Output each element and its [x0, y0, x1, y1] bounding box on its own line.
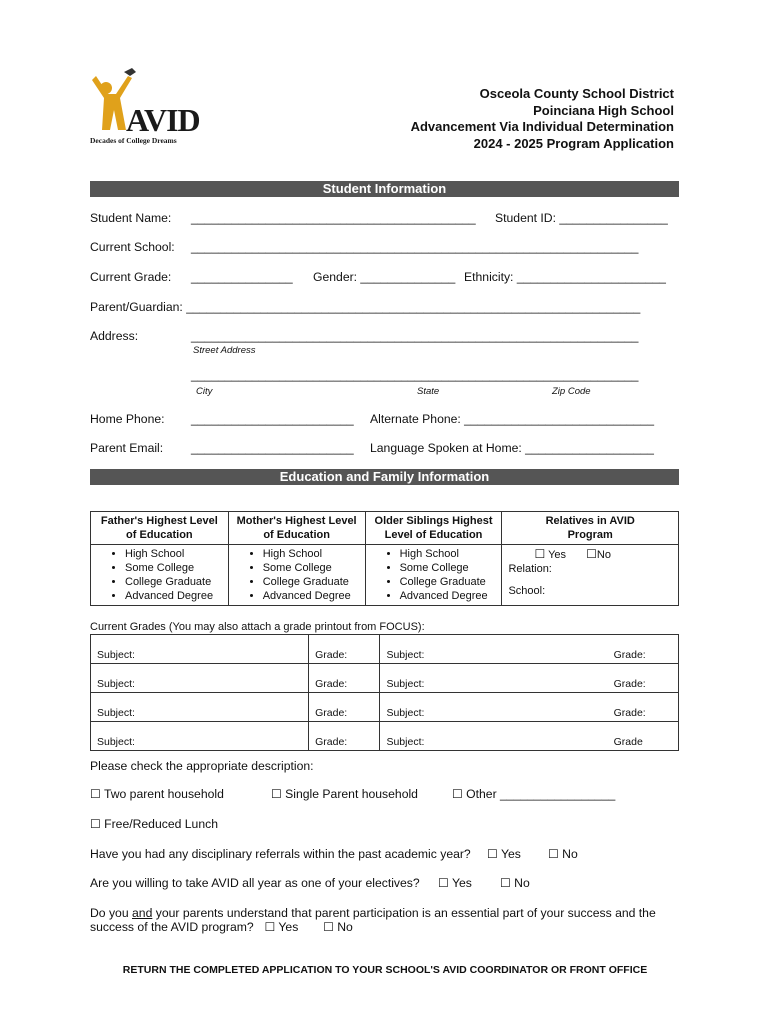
table-row	[91, 722, 679, 751]
checkbox-icon[interactable]: ☐	[452, 787, 463, 801]
other-option[interactable]	[452, 787, 615, 801]
grade-cell[interactable]: Grade:	[608, 664, 679, 693]
yes-label: Yes	[278, 920, 299, 934]
current-grade-field[interactable]: _______________	[191, 270, 293, 284]
home-phone-label: Home Phone:	[90, 412, 165, 426]
table-row	[91, 664, 679, 693]
two-parent-label: Two parent household	[103, 787, 224, 801]
description-prompt: Please check the appropriate description:	[90, 759, 314, 773]
mother-education-header: Mother's Highest Level of Education	[228, 512, 365, 545]
relation-label[interactable]: Relation:	[508, 563, 552, 575]
list-item[interactable]: • Some College	[263, 561, 359, 575]
checkbox-icon[interactable]: ☐	[323, 920, 334, 934]
checkbox-icon[interactable]: ☐	[534, 547, 546, 561]
checkbox-icon[interactable]: ☐	[264, 920, 276, 934]
grade-cell[interactable]: Grade:	[309, 635, 380, 664]
current-school-label: Current School:	[90, 240, 175, 254]
relatives-yes-label: Yes	[548, 549, 567, 561]
list-item[interactable]: • College Graduate	[125, 575, 222, 589]
grade-cell[interactable]: Grade:	[309, 693, 380, 722]
checkbox-icon[interactable]: ☐	[548, 847, 559, 861]
avid-logo-text: AVID	[126, 102, 200, 138]
yes-label: Yes	[500, 847, 521, 861]
home-phone-field[interactable]: ________________________	[191, 412, 354, 426]
father-education-header: Father's Highest Level of Education	[91, 512, 229, 545]
parent-guardian-field[interactable]: Parent/Guardian: ___________________________________________________________________	[90, 300, 641, 314]
list-item[interactable]: • Advanced Degree	[125, 589, 222, 603]
disciplinary-yes-option[interactable]	[487, 847, 521, 861]
free-reduced-lunch-option[interactable]	[90, 817, 218, 831]
student-name-field[interactable]: __________________________________________	[191, 211, 476, 225]
alternate-phone-field[interactable]: Alternate Phone: ____________________________	[370, 412, 654, 426]
header-year: 2024 - 2025 Program Application	[473, 136, 674, 151]
question-text: success of the AVID program?	[90, 920, 254, 934]
student-id-field[interactable]: Student ID: ________________	[495, 211, 668, 225]
city-state-zip-field[interactable]: __________________________________________________________________	[191, 368, 639, 382]
list-item[interactable]: • Some College	[125, 561, 222, 575]
checkbox-icon[interactable]: ☐	[500, 876, 511, 890]
checkbox-icon[interactable]: ☐	[90, 817, 101, 831]
school-label[interactable]: School:	[508, 585, 546, 597]
elective-no-option[interactable]	[500, 876, 530, 890]
list-item[interactable]: • High School	[125, 547, 222, 561]
checkbox-icon[interactable]: ☐	[90, 787, 101, 801]
elective-yes-option[interactable]	[438, 876, 472, 890]
subject-cell[interactable]: Subject:	[380, 722, 608, 751]
single-parent-option[interactable]	[271, 787, 418, 801]
list-item[interactable]: • High School	[400, 547, 496, 561]
question-text: your parents understand that parent participation is an essential part of your success and the	[152, 906, 656, 920]
header-program: Advancement Via Individual Determination	[410, 119, 674, 134]
checkbox-icon[interactable]: ☐	[487, 847, 498, 861]
header-school: Poinciana High School	[533, 103, 674, 118]
relatives-avid-header: Relatives in AVID Program	[502, 512, 679, 545]
list-item[interactable]: • College Graduate	[400, 575, 496, 589]
siblings-education-options	[365, 545, 502, 606]
elective-question: Are you willing to take AVID all year as one of your electives?	[90, 876, 420, 890]
ethnicity-field[interactable]: Ethnicity: ______________________	[464, 270, 666, 284]
avid-logo-tagline: Decades of College Dreams	[90, 136, 177, 145]
section-student-info: Student Information	[90, 181, 679, 197]
address-label: Address:	[90, 329, 139, 343]
table-row	[91, 635, 679, 664]
checkbox-icon[interactable]: ☐	[586, 547, 597, 561]
question-emphasis: and	[132, 906, 153, 920]
section-education-family: Education and Family Information	[90, 469, 679, 485]
relatives-avid-options	[502, 545, 679, 606]
parent-participation-question-line2	[90, 920, 353, 934]
zip-caption: Zip Code	[552, 386, 591, 397]
grade-cell[interactable]: Grade:	[608, 635, 679, 664]
list-item[interactable]: • Advanced Degree	[400, 589, 496, 603]
subject-cell[interactable]: Subject:	[91, 722, 309, 751]
no-label: No	[514, 876, 530, 890]
subject-cell[interactable]: Subject:	[380, 664, 608, 693]
list-item[interactable]: • College Graduate	[263, 575, 359, 589]
parent-email-label: Parent Email:	[90, 441, 164, 455]
disciplinary-question: Have you had any disciplinary referrals within the past academic year?	[90, 847, 471, 861]
table-row	[91, 693, 679, 722]
subject-cell[interactable]: Subject:	[91, 664, 309, 693]
free-reduced-lunch-label: Free/Reduced Lunch	[104, 817, 218, 831]
two-parent-option[interactable]	[90, 787, 224, 801]
relatives-no-label: No	[596, 549, 611, 561]
parent-participation-question	[90, 906, 656, 920]
student-name-label: Student Name:	[90, 211, 172, 225]
language-field[interactable]: Language Spoken at Home: ___________________	[370, 441, 654, 455]
gender-field[interactable]: Gender: ______________	[313, 270, 456, 284]
grade-cell[interactable]: Grade:	[608, 693, 679, 722]
yes-label: Yes	[451, 876, 472, 890]
subject-cell[interactable]: Subject:	[91, 693, 309, 722]
state-caption: State	[417, 386, 440, 397]
current-grade-label: Current Grade:	[90, 270, 172, 284]
street-address-field[interactable]: __________________________________________________________________	[191, 329, 639, 343]
subject-cell[interactable]: Subject:	[380, 693, 608, 722]
current-school-field[interactable]: __________________________________________________________________	[191, 240, 639, 254]
father-education-options	[91, 545, 229, 606]
list-item[interactable]: • Some College	[400, 561, 496, 575]
street-address-caption: Street Address	[193, 345, 256, 356]
siblings-education-header: Older Siblings Highest Level of Education	[365, 512, 502, 545]
checkbox-icon[interactable]: ☐	[438, 876, 449, 890]
subject-cell[interactable]: Subject:	[380, 635, 608, 664]
no-label: No	[562, 847, 578, 861]
single-parent-label: Single Parent household	[285, 787, 418, 801]
checkbox-icon[interactable]: ☐	[271, 787, 282, 801]
grade-cell[interactable]: Grade:	[309, 722, 380, 751]
subject-cell[interactable]: Subject:	[91, 635, 309, 664]
grades-table	[90, 634, 679, 751]
header-district: Osceola County School District	[479, 86, 674, 101]
grade-cell[interactable]: Grade:	[309, 664, 380, 693]
no-label: No	[337, 920, 353, 934]
mother-education-options	[228, 545, 365, 606]
question-text: Do you	[90, 906, 133, 920]
parent-email-field[interactable]: ________________________	[191, 441, 354, 455]
footer-instructions: RETURN THE COMPLETED APPLICATION TO YOUR SCHOOL'S AVID COORDINATOR OR FRONT OFFICE	[122, 964, 648, 976]
education-table	[90, 511, 679, 606]
list-item[interactable]: • High School	[263, 547, 359, 561]
avid-logo	[88, 68, 203, 148]
list-item[interactable]: • Advanced Degree	[263, 589, 359, 603]
grades-caption: Current Grades (You may also attach a grade printout from FOCUS):	[90, 621, 425, 633]
grade-cell[interactable]: Grade	[608, 722, 679, 751]
city-caption: City	[196, 386, 213, 397]
other-label: Other _________________	[466, 787, 616, 801]
disciplinary-no-option[interactable]	[548, 847, 578, 861]
